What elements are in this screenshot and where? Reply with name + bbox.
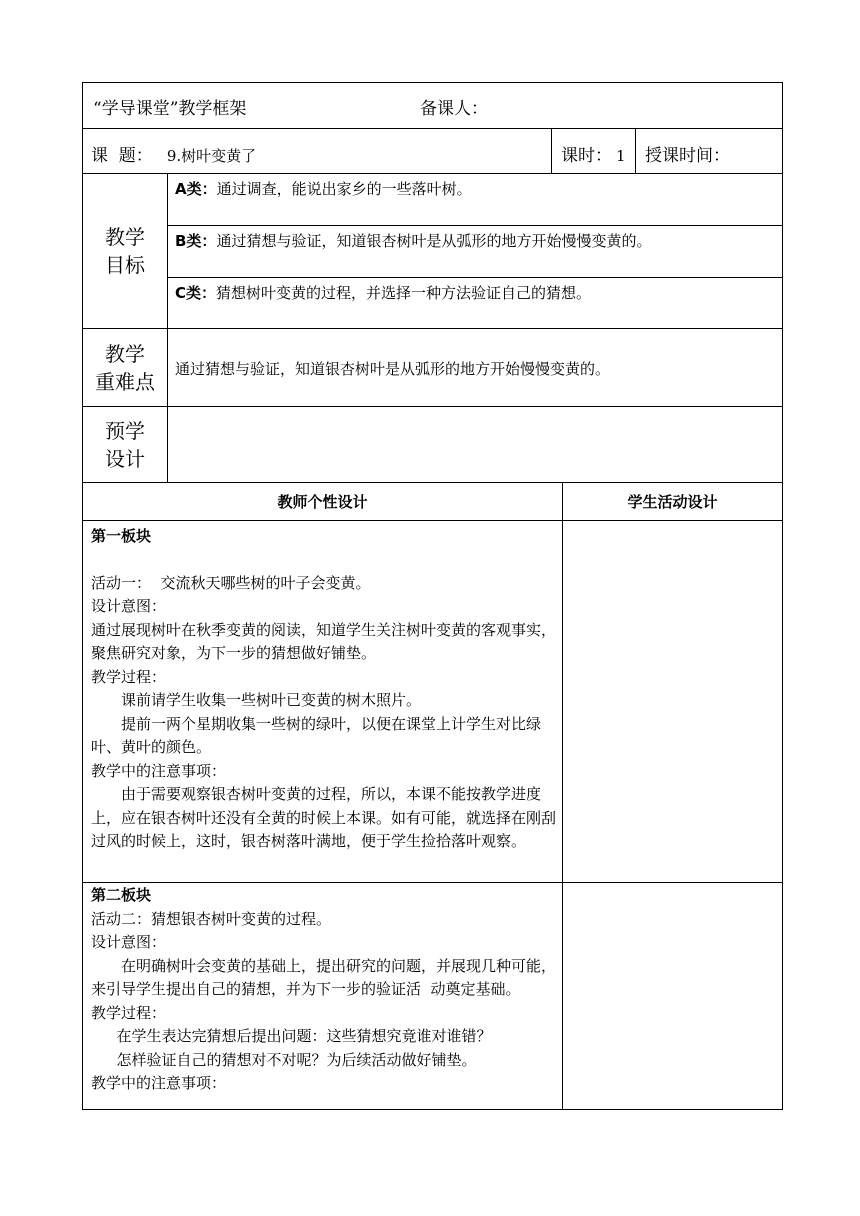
goals-label-line1: 教学 xyxy=(105,225,145,249)
block-one-process-label: 教学过程： xyxy=(91,667,167,686)
preview-label-cell xyxy=(83,407,167,482)
goals-label-line2: 目标 xyxy=(105,253,145,277)
goal-b-class: B类： xyxy=(175,232,217,250)
block-one-notes-text: 由于需要观察银杏树叶变黄的过程，所以，本课不能按教学进度上，应在银杏树叶还没有全黄的时候上本课。如有可能，就选择在刚刮过风的时候上，这时，银杏树落叶满地，便于学生捡拾落叶观察。 xyxy=(91,785,557,850)
hours-cell xyxy=(551,129,635,173)
block-two-activity: 活动二：猜想银杏树叶变黄的过程。 xyxy=(91,909,332,928)
goal-c-text: 猜想树叶变黄的过程，并选择一种方法验证自己的猜想。 xyxy=(216,284,592,302)
difficulty-label-line1: 教学 xyxy=(105,341,145,366)
block-two-intent-text: 在明确树叶会变黄的基础上，提出研究的问题，并展现几种可能，来引导学生提出自己的猜想，并为下一步的验证活 动奠定基础。 xyxy=(91,956,557,998)
goal-a xyxy=(168,174,782,226)
preparer-label: 备课人： xyxy=(420,99,488,119)
lesson-plan-table xyxy=(82,82,783,1110)
topic-cell xyxy=(83,129,551,173)
hours-label: 课时： xyxy=(561,146,612,166)
block-two-process-2: 怎样验证自己的猜想对不对呢？为后续活动做好铺垫。 xyxy=(116,1050,477,1069)
block-one-notes-label: 教学中的注意事项： xyxy=(91,761,227,780)
preview-label-line2: 设计 xyxy=(105,446,145,471)
goals-content xyxy=(167,174,782,328)
goals-label-cell xyxy=(83,174,167,328)
topic-row xyxy=(82,129,783,174)
block-two-title: 第二板块 xyxy=(91,886,152,904)
block-one-process-1: 课前请学生收集一些树叶已变黄的树木照片。 xyxy=(121,691,422,709)
goal-a-class: A类： xyxy=(175,180,217,198)
block-one-title: 第一板块 xyxy=(91,527,152,545)
block-two-intent-label: 设计意图： xyxy=(91,933,167,951)
block-two-row xyxy=(82,883,783,1110)
block-one-process-2: 提前一两个星期收集一些树的绿叶，以便在课堂上计学生对比绿叶、黄叶的颜色。 xyxy=(91,714,542,756)
goal-c xyxy=(168,278,782,328)
goal-c-class: C类： xyxy=(175,284,217,302)
student-column-header: 学生活动设计 xyxy=(562,483,782,520)
column-header-row xyxy=(82,483,783,521)
block-two-student xyxy=(562,883,782,1109)
header-row xyxy=(82,82,783,129)
block-two-notes-label: 教学中的注意事项： xyxy=(91,1074,227,1092)
goals-row xyxy=(82,174,783,329)
hours-value: 1 xyxy=(616,147,626,165)
block-one-teacher xyxy=(83,521,562,882)
class-time-label: 授课时间： xyxy=(645,146,730,166)
teacher-column-header: 教师个性设计 xyxy=(277,493,368,511)
preview-label-line1: 预学 xyxy=(105,418,145,443)
block-two-process-1: 在学生表达完猜想后提出问题：这些猜想究竟谁对谁错？ xyxy=(116,1027,492,1045)
block-one-row xyxy=(82,521,783,883)
goal-b xyxy=(168,226,782,278)
block-two-process-label: 教学过程： xyxy=(91,1003,167,1022)
form-title: “学导课堂”教学框架 xyxy=(93,99,247,119)
goal-b-text: 通过猜想与验证，知道银杏树叶是从弧形的地方开始慢慢变黄的。 xyxy=(216,232,652,250)
topic-label: 课 题： xyxy=(91,146,153,166)
block-one-intent-label: 设计意图： xyxy=(91,597,167,615)
difficulty-row xyxy=(82,329,783,407)
preview-row xyxy=(82,407,783,483)
preview-content xyxy=(167,407,782,482)
difficulty-text: 通过猜想与验证，知道银杏树叶是从弧形的地方开始慢慢变黄的。 xyxy=(167,329,782,406)
block-one-intent-text: 通过展现树叶在秋季变黄的阅读，知道学生关注树叶变黄的客观事实，聚焦研究对象，为下一步的猜想做好铺垫。 xyxy=(91,620,557,662)
class-time-cell xyxy=(635,129,782,173)
block-one-student xyxy=(562,521,782,882)
goal-a-text: 通过调查，能说出家乡的一些落叶树。 xyxy=(216,180,472,198)
topic-value: 9.树叶变黄了 xyxy=(166,147,257,165)
difficulty-label-cell xyxy=(83,329,167,406)
block-two-teacher xyxy=(83,883,562,1109)
difficulty-label-line2: 重难点 xyxy=(95,369,155,394)
block-one-activity: 活动一： 交流秋天哪些树的叶子会变黄。 xyxy=(91,573,371,592)
